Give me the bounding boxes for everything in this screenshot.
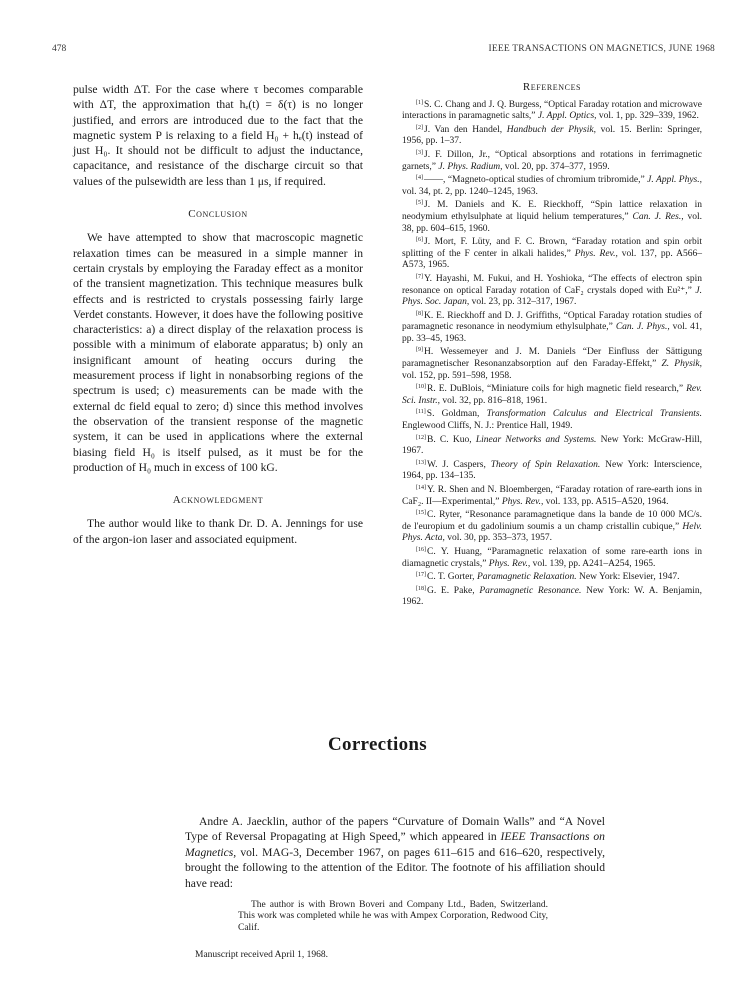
journal-title: IEEE TRANSACTIONS ON MAGNETICS, JUNE 1968 (488, 44, 715, 54)
reference-authors-title: S. C. Chang and J. Q. Burgess, “Optical Faraday rotation and microwave interactions in paramagnetic salts,” (402, 99, 702, 122)
conclusion-paragraph: We have attempted to show that macroscopic magnetic relaxation times can be measured in a simple manner in certain crystals by employing the Faraday effect as a monitor of the transient magnetization. This technique measures bulk effects and is restricted to crystals possessing fairly large Verdet constants. However, it does have the following positive characteristics: a) a direct display of the relaxation process is possible with a minimum of elaborate apparatus; b) only an insignificant amount of heating occurs during the measurement process if light in nonabsorbing regions of the spectrum is used; c) measurements can be made with the external dc field equal to zero; d) since this method involves the observation of the transient response of the magnetic system, it can be used in applications where the external biasing field H₀ is itself pulsed, as it must be for the production of H₀ much in excess of 100 kG. (73, 231, 363, 474)
manuscript-received: Manuscript received April 1, 1968. (195, 950, 328, 960)
reference-authors-title: S. Goldman, (426, 409, 487, 420)
reference-source: Rev. Sci. Instr., (402, 384, 702, 406)
reference-number: [5] (416, 200, 423, 207)
reference-source: Phys. Rev., (488, 558, 531, 569)
reference-item (402, 545, 702, 570)
reference-item (402, 407, 702, 432)
reference-details: vol. 139, pp. A241–A254, 1965. (530, 558, 656, 569)
left-column (73, 82, 363, 547)
reference-list (402, 98, 702, 609)
reference-source: Phys. Rev., (501, 496, 544, 507)
reference-source: Z. Physik, (661, 359, 702, 370)
reference-item (402, 235, 702, 272)
reference-number: [6] (416, 237, 423, 244)
reference-item (402, 433, 702, 458)
reference-source: Phys. Rev., (574, 248, 618, 259)
reference-details: vol. 20, pp. 374–377, 1959. (502, 161, 610, 172)
page-number: 478 (52, 44, 67, 54)
reference-authors-title: C. Y. Huang, “Paramagnetic relaxation of some rare-earth ions in diamagnetic crystals,” (402, 546, 702, 569)
reference-source: J. Phys. Radium, (438, 161, 503, 172)
reference-details: vol. 38, pp. 604–615, 1960. (402, 211, 702, 234)
reference-details: vol. 32, pp. 816–818, 1961. (440, 395, 548, 406)
reference-details: New York: Elsevier, 1947. (576, 572, 680, 583)
corrections-body (185, 814, 605, 891)
reference-authors-title: K. E. Rieckhoff and D. J. Griffiths, “Optical Faraday rotation studies of paramagnetic resonance in neodymium ethylsulphate,” (402, 310, 702, 333)
reference-authors-title: ——, “Magneto-optical studies of chromium tribromide,” (424, 175, 648, 186)
reference-number: [15] (416, 510, 426, 517)
reference-item (402, 173, 702, 198)
reference-number: [14] (416, 485, 426, 491)
reference-number: [4] (416, 175, 423, 182)
reference-item (402, 508, 702, 545)
reference-item (402, 382, 702, 407)
corrections-paragraph (185, 814, 605, 891)
references-column (402, 82, 702, 609)
reference-number: [12] (416, 434, 426, 441)
reference-item (402, 148, 702, 173)
reference-authors-title: J. Mort, F. Lüty, and F. C. Brown, “Faraday rotation and spin orbit splitting of the F center in alkali halides,” (402, 237, 702, 259)
reference-authors-title: C. T. Gorter, (427, 572, 477, 583)
reference-authors-title: G. E. Pake, (427, 585, 480, 596)
intro-paragraph: pulse width ΔT. For the case where τ becomes comparable with ΔT, the approximation that hₑ(t) = δ(τ) is no longer justified, and errors are introduced due to the fact that the magnetic system P is relaxing to a field H₀ + hₑ(t) instead of just H₀. It should not be difficult to adjust the inductance, capacitance, and resistance of the discharge circuit so that values of the pulsewidth are less than 1 μs, if required. (73, 83, 363, 188)
reference-details: New York: Interscience, 1964, pp. 134–135. (402, 459, 702, 482)
reference-details: vol. 23, pp. 312–317, 1967. (469, 297, 577, 308)
reference-authors-title: H. Wessemeyer and J. M. Daniels “Der Einfluss der Sättigung paramagnetischer Resonanzabsorption auf den Faraday-Effekt,” (402, 347, 702, 370)
reference-source: Can. J. Res., (632, 211, 684, 222)
reference-details: Englewood Cliffs, N. J.: Prentice Hall, 1949. (402, 421, 573, 432)
reference-authors-title: W. J. Caspers, (427, 459, 491, 470)
reference-item (402, 584, 702, 609)
reference-item (402, 98, 702, 123)
reference-source: Theory of Spin Relaxation. (490, 459, 601, 470)
reference-authors-title: J. F. Dillon, Jr., “Optical absorptions and rotations in ferrimagnetic garnets,” (402, 149, 702, 172)
reference-details: vol. 152, pp. 591–598, 1958. (402, 370, 512, 381)
references-heading: References (522, 81, 582, 93)
reference-number: [8] (416, 310, 423, 317)
reference-number: [10] (416, 384, 426, 391)
corrections-title: Corrections (328, 734, 427, 755)
reference-number: [1] (416, 99, 423, 106)
reference-details: vol. 30, pp. 353–373, 1957. (444, 533, 552, 544)
reference-source: J. Appl. Optics, (537, 111, 597, 122)
acknowledgment-heading: Acknowledgment (172, 494, 264, 507)
reference-details: vol. 34, pt. 2, pp. 1240–1245, 1963. (402, 186, 538, 197)
reference-authors-title: C. Ryter, “Resonance paramagnetique dans la bande de 10 000 MC/s. de l'europium et du gadolinium soumis a un champ cristallin cubique,” (402, 510, 702, 532)
reference-authors-title: Y. Hayashi, M. Fukui, and H. Yoshioka, “The effects of electron spin resonance on optical Faraday rotation of CaF₂ crystals doped with Eu²⁺,” (402, 273, 702, 296)
reference-item (402, 198, 702, 235)
reference-source: J. Appl. Phys., (647, 175, 702, 186)
reference-authors-title: Y. R. Shen and N. Bloembergen, “Faraday rotation of rare-earth ions in CaF₂. II—Experimental,” (402, 485, 702, 507)
corrections-text-pre: Andre A. Jaecklin, author of the papers “Curvature of Domain Walls” and “A Novel Type of Reversal Propagating at High Speed,” which appeared in (185, 815, 605, 844)
reference-number: [13] (416, 459, 426, 466)
reference-number: [2] (416, 124, 423, 131)
reference-item (402, 483, 702, 508)
reference-number: [17] (416, 572, 426, 579)
reference-authors-title: J. Van den Handel, (424, 124, 507, 135)
reference-source: J. Phys. Soc. Japan, (402, 285, 702, 308)
reference-number: [16] (416, 546, 426, 553)
reference-item (402, 570, 702, 584)
reference-number: [9] (416, 347, 423, 354)
acknowledgment-paragraph: The author would like to thank Dr. D. A. Jennings for use of the argon-ion laser and associated equipment. (73, 517, 363, 546)
reference-authors-title: J. M. Daniels and K. E. Rieckhoff, “Spin lattice relaxation in neodymium ethylsulphate at liquid helium temperatures,” (402, 200, 702, 222)
affiliation-footnote (238, 900, 548, 934)
reference-authors-title: B. C. Kuo, (427, 434, 476, 445)
reference-authors-title: R. E. DuBlois, “Miniature coils for high magnetic field research,” (427, 384, 687, 395)
reference-item (402, 458, 702, 483)
corrections-journal-name: IEEE Transactions on Magnetics, (185, 830, 605, 859)
reference-number: [7] (416, 273, 423, 280)
reference-source: Linear Networks and Systems. (475, 434, 597, 445)
reference-source: Paramagnetic Relaxation. (476, 572, 577, 583)
conclusion-heading: Conclusion (188, 208, 248, 221)
running-header (52, 44, 715, 58)
reference-item (402, 309, 702, 346)
reference-item (402, 345, 702, 382)
reference-number: [11] (416, 409, 426, 416)
reference-details: vol. 15. Berlin: Springer, 1956, pp. 1–37. (402, 124, 702, 147)
reference-source: Paramagnetic Resonance. (479, 585, 582, 596)
reference-source: Transformation Calculus and Electrical Transients. (486, 409, 703, 420)
corrections-text-post: vol. MAG-3, December 1967, on pages 611–615 and 616–620, respectively, brought the following to the attention of the Editor. The footnote of his affiliation should have read: (185, 845, 605, 890)
reference-item (402, 272, 702, 309)
reference-number: [3] (416, 149, 423, 156)
reference-source: Can. J. Phys., (615, 322, 670, 333)
reference-details: vol. 133, pp. A515–A520, 1964. (543, 496, 669, 507)
reference-number: [18] (416, 585, 426, 592)
reference-source: Helv. Phys. Acta, (402, 521, 702, 544)
affiliation-text: The author is with Brown Boveri and Company Ltd., Baden, Switzerland. This work was completed while he was with Ampex Corporation, Redwood City, Calif. (238, 900, 548, 933)
reference-details: vol. 1, pp. 329–339, 1962. (596, 111, 699, 122)
reference-details: vol. 41, pp. 33–45, 1963. (402, 322, 702, 344)
reference-item (402, 123, 702, 148)
reference-source: Handbuch der Physik, (506, 124, 596, 135)
reference-details: New York: McGraw-Hill, 1967. (402, 434, 702, 457)
reference-details: vol. 137, pp. A566–A573, 1965. (402, 248, 702, 271)
reference-details: New York: W. A. Benjamin, 1962. (402, 585, 702, 608)
